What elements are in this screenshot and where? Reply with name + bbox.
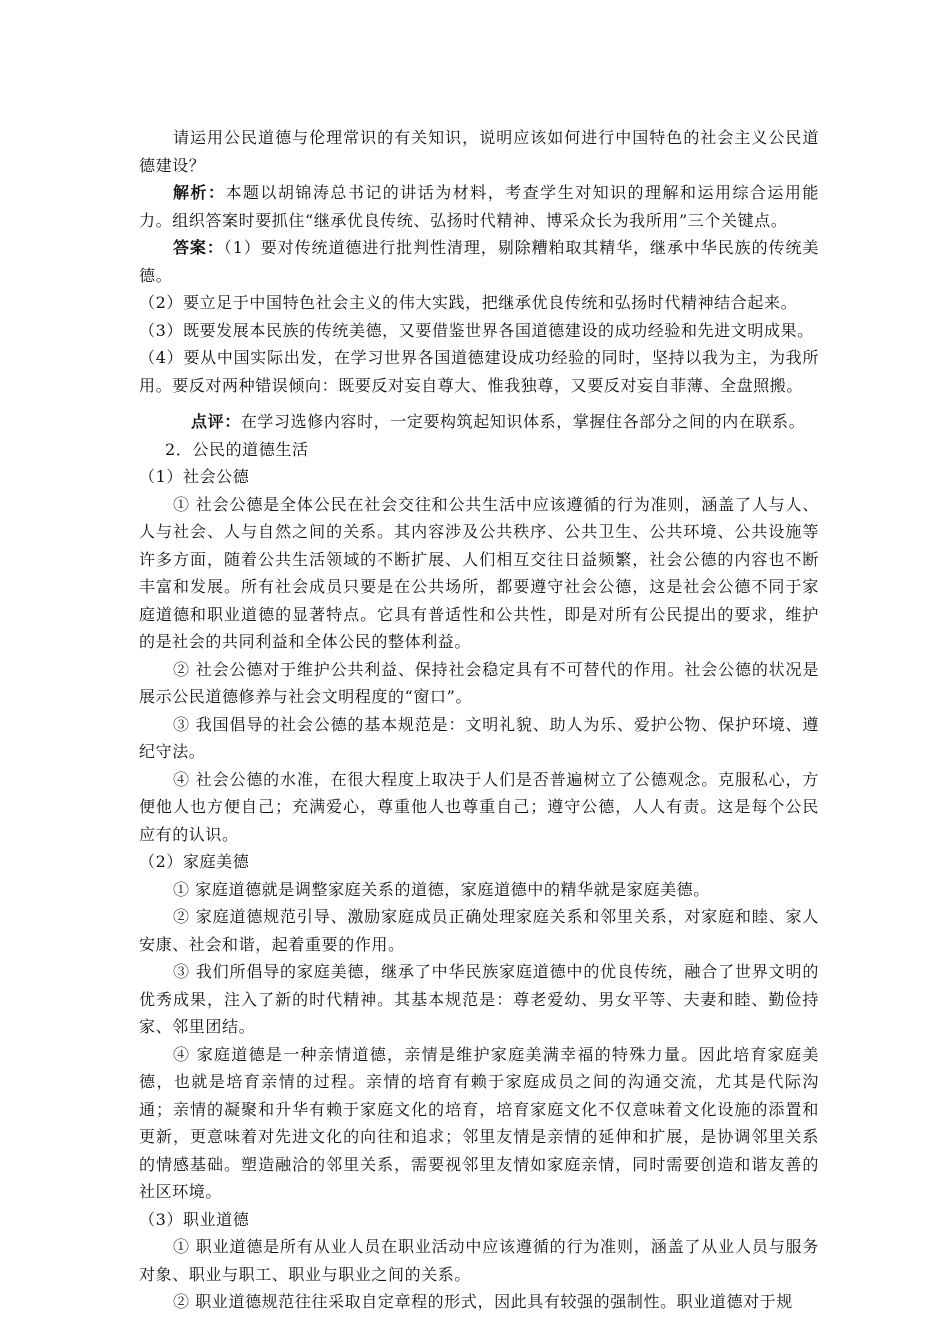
comment-label: 点评： xyxy=(191,412,241,431)
social-point-3: ③ 我国倡导的社会公德的基本规范是：文明礼貌、助人为乐、爱护公物、保护环境、遵纪守法。 xyxy=(139,714,819,761)
family-point-1: ① 家庭道德就是调整家庭关系的道德，家庭道德中的精华就是家庭美德。 xyxy=(173,879,710,899)
comment-text: 在学习选修内容时，一定要构筑起知识体系，掌握住各部分之间的内在联系。 xyxy=(240,412,806,431)
answer-label: 答案： xyxy=(173,238,224,257)
subsection-heading-social: （1）社会公德 xyxy=(139,467,250,486)
answer-item-4: （4）要从中国实际出发，在学习世界各国道德建设成功经验的同时，坚持以我为主，为我所用。要反对两种错误倾向：既要反对妄自尊大、惟我独尊，又要反对妄自菲薄、全盘照搬。 xyxy=(139,348,819,395)
answer-item-3: （3）既要发展本民族的传统美德，又要借鉴世界各国道德建设的成功经验和先进文明成果。 xyxy=(139,320,814,340)
social-point-1: ① 社会公德是全体公民在社会交往和公共生活中应该遵循的行为准则，涵盖了人与人、人与社会、人与自然之间的关系。其内容涉及公共秩序、公共卫生、公共环境、公共设施等许多方面，随着公共生活领域的不断扩展、人们相互交往日益频繁，社会公德的内容也不断丰富和发展。所有社会成员只要是在公共场所，都要遵守社会公德，这是社会公德不同于家庭道德和职业道德的显著特点。它具有普适性和公共性，即是对所有公民提出的要求，维护的是社会的共同利益和全体公民的整体利益。 xyxy=(139,494,819,651)
family-point-3: ③ 我们所倡导的家庭美德，继承了中华民族家庭道德中的优良传统，融合了世界文明的优秀成果，注入了新的时代精神。其基本规范是：尊老爱幼、男女平等、夫妻和睦、勤俭持家、邻里团结。 xyxy=(139,962,819,1036)
family-point-2: ② 家庭道德规范引导、激励家庭成员正确处理家庭关系和邻里关系，对家庭和睦、家人安康、社会和谐，起着重要的作用。 xyxy=(139,907,819,954)
social-point-2: ② 社会公德对于维护公共利益、保持社会稳定具有不可替代的作用。社会公德的状况是展示公民道德修养与社会文明程度的“窗口”。 xyxy=(139,659,819,706)
subsection-heading-professional: （3）职业道德 xyxy=(139,1209,250,1229)
professional-point-1: ① 职业道德是所有从业人员在职业活动中应该遵循的行为准则，涵盖了从业人员与服务对象、职业与职工、职业与职业之间的关系。 xyxy=(139,1237,819,1284)
analysis-text: 本题以胡锦涛总书记的讲话为材料，考查学生对知识的理解和运用综合运用能力。组织答案时要抓住“继承优良传统、弘扬时代精神、博采众长为我所用”三个关键点。 xyxy=(139,183,819,230)
social-point-4: ④ 社会公德的水准，在很大程度上取决于人们是否普遍树立了公德观念。克服私心，方便他人也方便自己；充满爱心，尊重他人也尊重自己；遵守公德，人人有责。这是每个公民应有的认识。 xyxy=(139,769,819,844)
answer-item-2: （2）要立足于中国特色社会主义的伟大实践，把继承优良传统和弘扬时代精神结合起来。 xyxy=(139,293,798,312)
section-heading: 2．公民的道德生活 xyxy=(165,439,309,459)
answer-item-1 xyxy=(139,234,819,289)
answer-item-text: （1）要对传统道德进行批判性清理，剔除糟粕取其精华，继承中华民族的传统美德。 xyxy=(139,238,819,285)
subsection-heading-family: （2）家庭美德 xyxy=(139,852,250,871)
analysis-paragraph xyxy=(139,179,819,234)
question-paragraph: 请运用公民道德与伦理常识的有关知识，说明应该如何进行中国特色的社会主义公民道德建设？ xyxy=(139,128,819,175)
professional-point-2: ② 职业道德规范往往采取自定章程的形式，因此具有较强的强制性。职业道德对于规 xyxy=(173,1292,793,1311)
comment-paragraph xyxy=(139,408,819,436)
analysis-label: 解析： xyxy=(173,183,226,202)
family-point-4: ④ 家庭道德是一种亲情道德，亲情是维护家庭美满幸福的特殊力量。因此培育家庭美德，也就是培育亲情的过程。亲情的培育有赖于家庭成员之间的沟通交流，尤其是代际沟通；亲情的凝聚和升华有赖于家庭文化的培育，培育家庭文化不仅意味着文化设施的添置和更新，更意味着对先进文化的向往和追求；邻里友情是亲情的延伸和扩展，是协调邻里关系的情感基础。塑造融洽的邻里关系，需要视邻里友情如家庭亲情，同时需要创造和谐友善的社区环境。 xyxy=(139,1044,819,1201)
document-body xyxy=(139,124,819,1316)
